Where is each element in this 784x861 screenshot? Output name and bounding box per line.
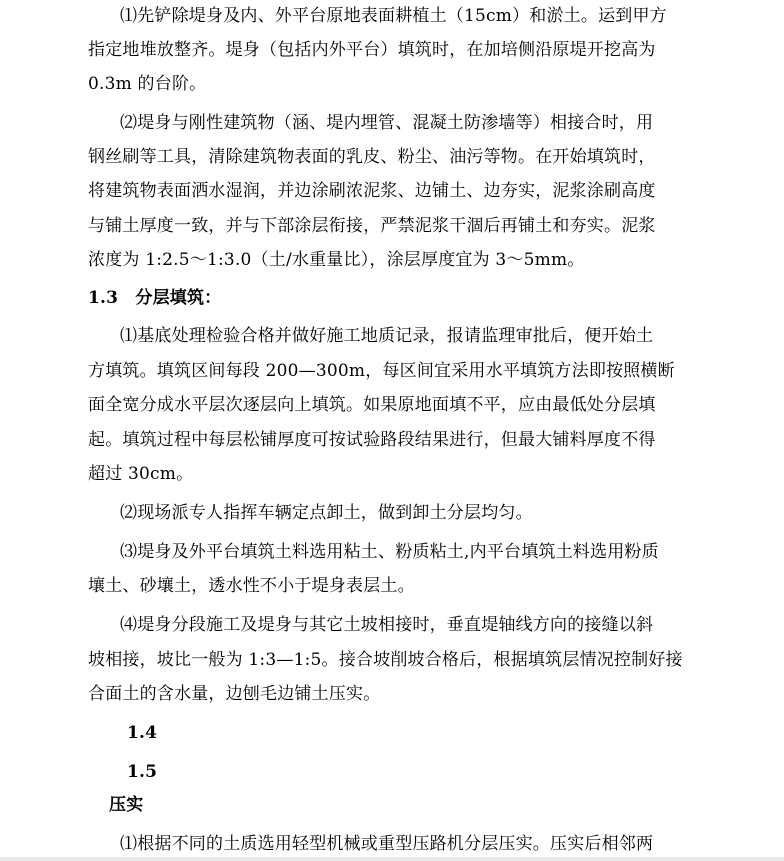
paragraph-1-line-1: ⑴先铲除堤身及内、外平台原地表面耕植土（15cm）和淤土。运到甲方 (120, 6, 667, 26)
paragraph-6-line-3: 合面土的含水量，边刨毛边铺土压实。 (88, 684, 381, 704)
paragraph-3-line-5: 超过 30cm。 (88, 464, 194, 484)
paragraph-1-line-2: 指定地堆放整齐。堤身（包括内外平台）填筑时，在加培侧沿原堤开挖高为 (88, 40, 656, 60)
section-heading-1-4: 1.4 (127, 723, 158, 743)
paragraph-3-line-3: 面全宽分成水平层次逐层向上填筑。如果原地面填不平，应由最低处分层填 (88, 395, 656, 415)
paragraph-5-line-2: 壤土、砂壤土，透水性不小于堤身表层土。 (88, 576, 415, 596)
section-heading-1-5: 1.5 (127, 762, 158, 782)
paragraph-5-line-1: ⑶堤身及外平台填筑土料选用粘土、粉质粘土,内平台填筑土料选用粉质 (120, 542, 659, 562)
paragraph-3-line-2: 方填筑。填筑区间每段 200—300m，每区间宜采用水平填筑方法即按照横断 (88, 361, 675, 381)
paragraph-2-line-5: 浓度为 1:2.5～1:3.0（土/水重量比），涂层厚度宜为 3～5mm。 (88, 250, 585, 270)
paragraph-3-line-1: ⑴基底处理检验合格并做好施工地质记录，报请监理审批后，便开始土 (120, 326, 654, 346)
paragraph-7-line-1: ⑴根据不同的土质选用轻型机械或重型压路机分层压实。压实后相邻两 (120, 834, 654, 854)
paragraph-1-line-3: 0.3m 的台阶。 (88, 74, 207, 94)
paragraph-2-line-1: ⑵堤身与刚性建筑物（涵、堤内埋管、混凝土防渗墙等）相接合时，用 (120, 113, 654, 133)
paragraph-6-line-2: 坡相接，坡比一般为 1:3—1:5。接合坡削坡合格后，根据填筑层情况控制好接 (88, 650, 683, 670)
paragraph-2-line-2: 钢丝刷等工具，清除建筑物表面的乳皮、粉尘、油污等物。在开始填筑时， (88, 147, 656, 167)
page-bottom-edge (0, 857, 784, 861)
paragraph-2-line-4: 与铺土厚度一致，并与下部涂层衔接，严禁泥浆干涸后再铺土和夯实。泥浆 (88, 216, 656, 236)
section-heading-compaction: 压实 (109, 795, 144, 815)
section-heading-1-3: 1.3 分层填筑： (88, 288, 222, 308)
paragraph-6-line-1: ⑷堤身分段施工及堤身与其它土坡相接时，垂直堤轴线方向的接缝以斜 (120, 615, 654, 635)
paragraph-2-line-3: 将建筑物表面洒水湿润，并边涂刷浓泥浆、边铺土、边夯实，泥浆涂刷高度 (88, 181, 656, 201)
paragraph-4-line-1: ⑵现场派专人指挥车辆定点卸土，做到卸土分层均匀。 (120, 503, 533, 523)
paragraph-3-line-4: 起。填筑过程中每层松铺厚度可按试验路段结果进行，但最大铺料厚度不得 (88, 430, 656, 450)
